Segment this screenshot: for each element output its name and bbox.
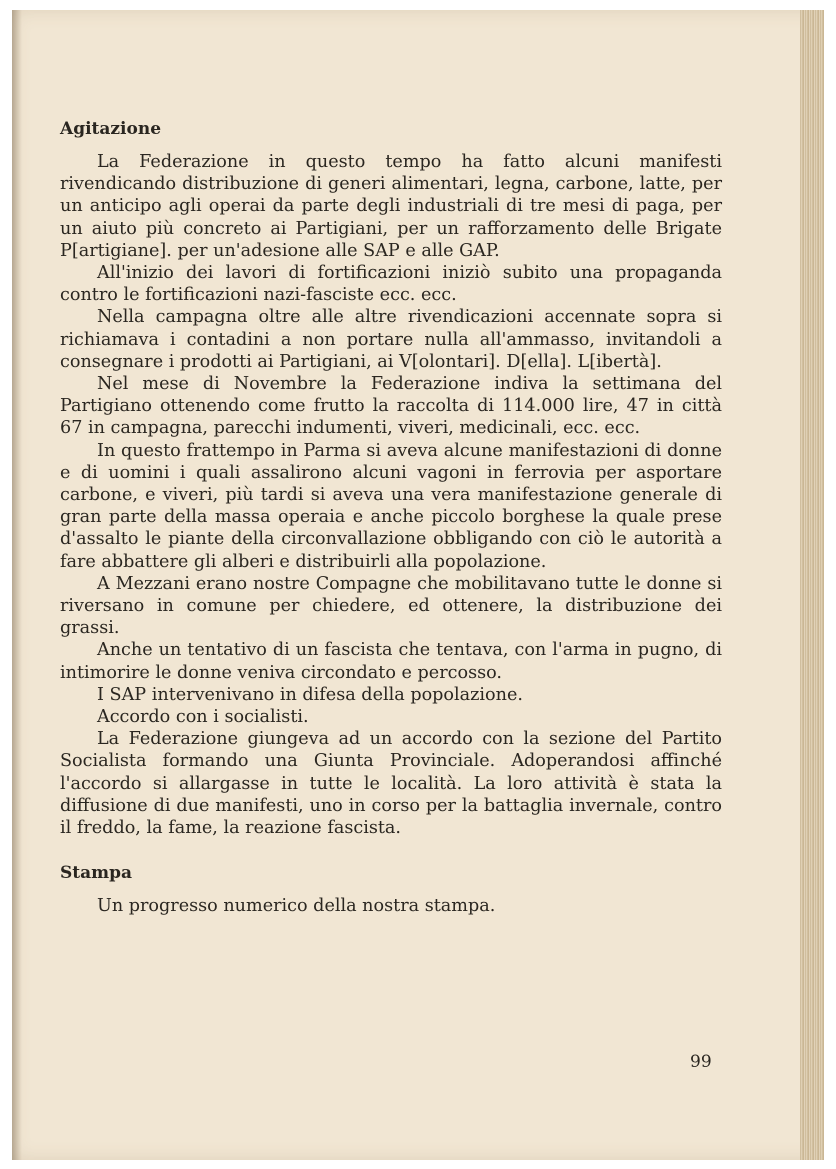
page-gutter-shadow bbox=[12, 10, 22, 1160]
section-heading-stampa: Stampa bbox=[60, 863, 133, 884]
paragraph: A Mezzani erano nostre Compagne che mobilitavano tutte le donne si riversano in comune per chiedere, ed ottenere, la distribuzione dei grassi. bbox=[60, 573, 722, 639]
section-heading-agitazione: Agitazione bbox=[60, 119, 162, 139]
paragraph: Anche un tentativo di un fascista che tentava, con l'arma in pugno, di intimorire le donne veniva circondato e percosso. bbox=[60, 640, 722, 683]
paragraph: In questo frattempo in Parma si aveva alcune manifestazioni di donne e di uomini i quali assalirono alcuni vagoni in ferrovia per asportare carbone, e viveri, più tardi si aveva una vera manifestazione generale di gran parte della massa operaia e anche piccolo borghese la quale prese d'assalto le piante della circonvallazione obbligando con ciò le autorità a fare abbattere gli alberi e distribuirli alla popolazione. bbox=[60, 440, 722, 572]
paragraph: I SAP intervenivano in difesa della popolazione. bbox=[97, 684, 523, 705]
paragraph: Accordo con i socialisti. bbox=[97, 707, 309, 728]
page-body bbox=[60, 115, 722, 918]
paragraph: La Federazione giungeva ad un accordo con la sezione del Partito Socialista formando una Giunta Provinciale. Adoperandosi affinché l'accordo si allargasse in tutte le località. La loro attività è stata la diffusione di due manifesti, uno in corso per la battaglia invernale, contro il freddo, la fame, la reazione fascista. bbox=[60, 729, 722, 839]
paragraph: Un progresso numerico della nostra stampa. bbox=[97, 896, 496, 917]
paragraph: All'inizio dei lavori di fortificazioni iniziò subito una propaganda contro le fortificazioni nazi-fasciste ecc. ecc. bbox=[60, 263, 722, 306]
page-number: 99 bbox=[690, 1052, 712, 1072]
paragraph: Nel mese di Novembre la Federazione indiva la settimana del Partigiano ottenendo come frutto la raccolta di 114.000 lire, 47 in città 67 in campagna, parecchi indumenti, viveri, medicinali, ecc. ecc. bbox=[60, 374, 722, 439]
paragraph: La Federazione in questo tempo ha fatto alcuni manifesti rivendicando distribuzione di generi alimentari, legna, carbone, latte, per un anticipo agli operai da parte degli industriali di tre mesi di paga, per un aiuto più concreto ai Partigiani, per un rafforzamento delle Brigate P[artigiane]. per un'adesione alle SAP e alle GAP. bbox=[60, 152, 722, 261]
paragraph: Nella campagna oltre alle altre rivendicazioni accennate sopra si richiamava i contadini a non portare nulla all'ammasso, invitandoli a consegnare i prodotti ai Partigiani, ai V[olontari]. D[ella]. L[ibertà]. bbox=[60, 307, 722, 372]
page-stack-edge bbox=[800, 10, 824, 1160]
